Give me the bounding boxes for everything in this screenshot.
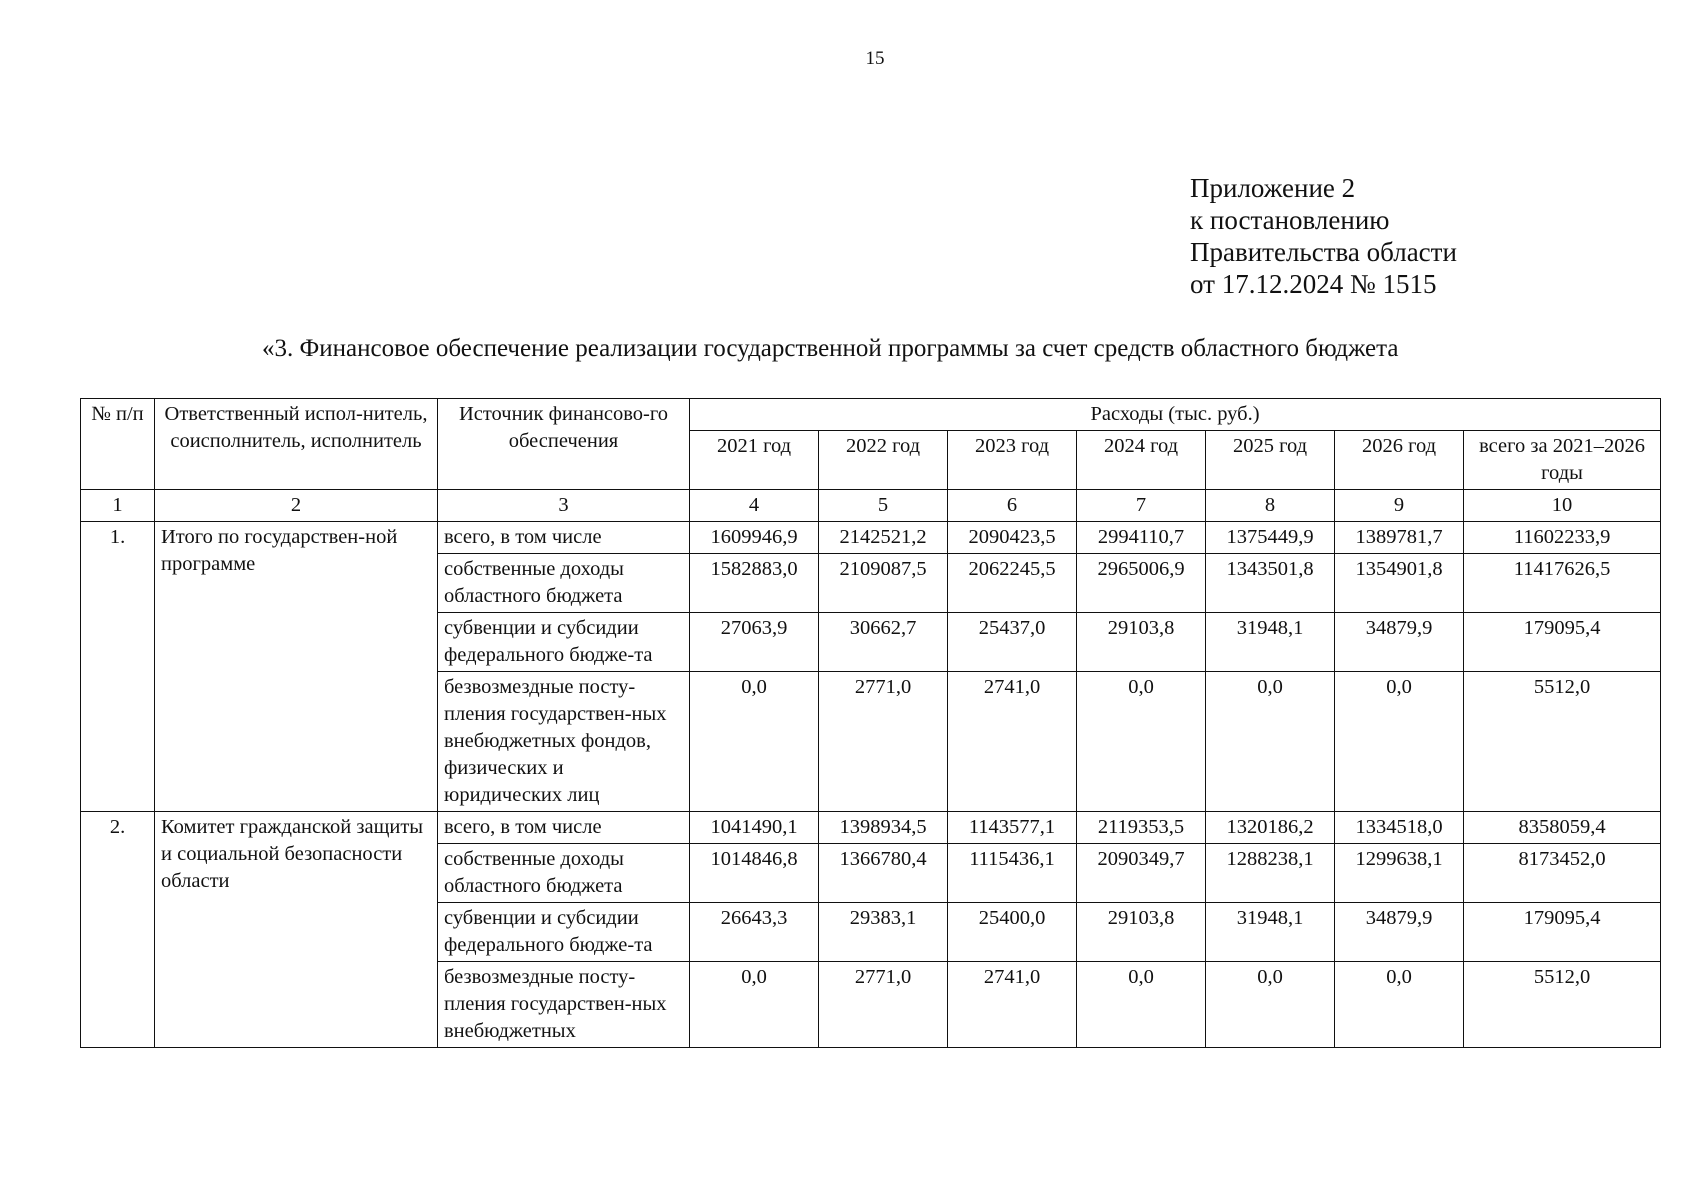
- header-source: Источник финансово-го обеспечения: [438, 399, 690, 490]
- value-cell: 1582883,0: [690, 554, 819, 613]
- source-cell: всего, в том числе: [438, 812, 690, 844]
- value-cell: 29383,1: [819, 903, 948, 962]
- value-cell: 1041490,1: [690, 812, 819, 844]
- value-cell: 0,0: [1077, 672, 1206, 812]
- value-cell: 1014846,8: [690, 844, 819, 903]
- value-cell: 2741,0: [948, 962, 1077, 1048]
- value-cell: 1375449,9: [1206, 522, 1335, 554]
- index-cell: 7: [1077, 490, 1206, 522]
- value-cell: 34879,9: [1335, 613, 1464, 672]
- header-year: 2024 год: [1077, 431, 1206, 490]
- value-cell: 2771,0: [819, 962, 948, 1048]
- header-num: № п/п: [81, 399, 155, 490]
- value-cell: 30662,7: [819, 613, 948, 672]
- appendix-line: к постановлению: [1190, 205, 1390, 235]
- value-cell: 1389781,7: [1335, 522, 1464, 554]
- value-cell: 1398934,5: [819, 812, 948, 844]
- value-cell: 0,0: [690, 962, 819, 1048]
- value-cell: 1343501,8: [1206, 554, 1335, 613]
- value-cell: 0,0: [1206, 962, 1335, 1048]
- value-cell: 1143577,1: [948, 812, 1077, 844]
- value-cell: 26643,3: [690, 903, 819, 962]
- value-cell: 29103,8: [1077, 613, 1206, 672]
- row-number: 1.: [81, 522, 155, 812]
- total-cell: 5512,0: [1464, 962, 1661, 1048]
- appendix-line: от 17.12.2024 № 1515: [1190, 269, 1437, 299]
- header-total: всего за 2021–2026 годы: [1464, 431, 1661, 490]
- value-cell: 1366780,4: [819, 844, 948, 903]
- executor-cell: Итого по государствен-ной программе: [155, 522, 438, 812]
- index-cell: 3: [438, 490, 690, 522]
- value-cell: 2771,0: [819, 672, 948, 812]
- value-cell: 2090423,5: [948, 522, 1077, 554]
- value-cell: 2994110,7: [1077, 522, 1206, 554]
- index-cell: 9: [1335, 490, 1464, 522]
- header-year: 2022 год: [819, 431, 948, 490]
- value-cell: 1334518,0: [1335, 812, 1464, 844]
- value-cell: 29103,8: [1077, 903, 1206, 962]
- table-row: [81, 812, 1661, 844]
- value-cell: 0,0: [1206, 672, 1335, 812]
- appendix-line: Приложение 2: [1190, 173, 1356, 203]
- appendix-block: [1190, 172, 1457, 300]
- appendix-line: Правительства области: [1190, 237, 1457, 267]
- total-cell: 11417626,5: [1464, 554, 1661, 613]
- value-cell: 0,0: [1335, 962, 1464, 1048]
- table-row: [81, 522, 1661, 554]
- value-cell: 2062245,5: [948, 554, 1077, 613]
- header-year: 2023 год: [948, 431, 1077, 490]
- value-cell: 2090349,7: [1077, 844, 1206, 903]
- value-cell: 2965006,9: [1077, 554, 1206, 613]
- total-cell: 11602233,9: [1464, 522, 1661, 554]
- value-cell: 2142521,2: [819, 522, 948, 554]
- index-cell: 5: [819, 490, 948, 522]
- value-cell: 31948,1: [1206, 613, 1335, 672]
- value-cell: 27063,9: [690, 613, 819, 672]
- value-cell: 25400,0: [948, 903, 1077, 962]
- index-cell: 10: [1464, 490, 1661, 522]
- header-year: 2026 год: [1335, 431, 1464, 490]
- value-cell: 2109087,5: [819, 554, 948, 613]
- source-cell: субвенции и субсидии федерального бюдже-та: [438, 903, 690, 962]
- total-cell: 5512,0: [1464, 672, 1661, 812]
- header-executor: Ответственный испол-нитель, соисполнитель, исполнитель: [155, 399, 438, 490]
- source-cell: собственные доходы областного бюджета: [438, 554, 690, 613]
- index-cell: 8: [1206, 490, 1335, 522]
- total-cell: 8173452,0: [1464, 844, 1661, 903]
- value-cell: 1354901,8: [1335, 554, 1464, 613]
- total-cell: 8358059,4: [1464, 812, 1661, 844]
- executor-cell: Комитет гражданской защиты и социальной безопасности области: [155, 812, 438, 1048]
- total-cell: 179095,4: [1464, 613, 1661, 672]
- value-cell: 2119353,5: [1077, 812, 1206, 844]
- source-cell: собственные доходы областного бюджета: [438, 844, 690, 903]
- value-cell: 2741,0: [948, 672, 1077, 812]
- header-year: 2025 год: [1206, 431, 1335, 490]
- value-cell: 0,0: [1077, 962, 1206, 1048]
- value-cell: 1299638,1: [1335, 844, 1464, 903]
- header-expenses: Расходы (тыс. руб.): [690, 399, 1661, 431]
- value-cell: 34879,9: [1335, 903, 1464, 962]
- value-cell: 0,0: [690, 672, 819, 812]
- page-number: 15: [865, 48, 885, 69]
- row-number: 2.: [81, 812, 155, 1048]
- value-cell: 1115436,1: [948, 844, 1077, 903]
- value-cell: 1320186,2: [1206, 812, 1335, 844]
- header-year: 2021 год: [690, 431, 819, 490]
- section-title: «3. Финансовое обеспечение реализации государственной программы за счет средств областного бюджета: [262, 335, 1399, 362]
- source-cell: всего, в том числе: [438, 522, 690, 554]
- value-cell: 25437,0: [948, 613, 1077, 672]
- financing-table: [80, 398, 1661, 1048]
- index-cell: 4: [690, 490, 819, 522]
- index-cell: 2: [155, 490, 438, 522]
- index-cell: 6: [948, 490, 1077, 522]
- source-cell: субвенции и субсидии федерального бюдже-та: [438, 613, 690, 672]
- total-cell: 179095,4: [1464, 903, 1661, 962]
- index-row: [81, 490, 1661, 522]
- index-cell: 1: [81, 490, 155, 522]
- value-cell: 1609946,9: [690, 522, 819, 554]
- source-cell: безвозмездные посту-пления государствен-ных внебюджетных: [438, 962, 690, 1048]
- value-cell: 1288238,1: [1206, 844, 1335, 903]
- value-cell: 0,0: [1335, 672, 1464, 812]
- source-cell: безвозмездные посту-пления государствен-ных внебюджетных фондов, физических и юридических лиц: [438, 672, 690, 812]
- value-cell: 31948,1: [1206, 903, 1335, 962]
